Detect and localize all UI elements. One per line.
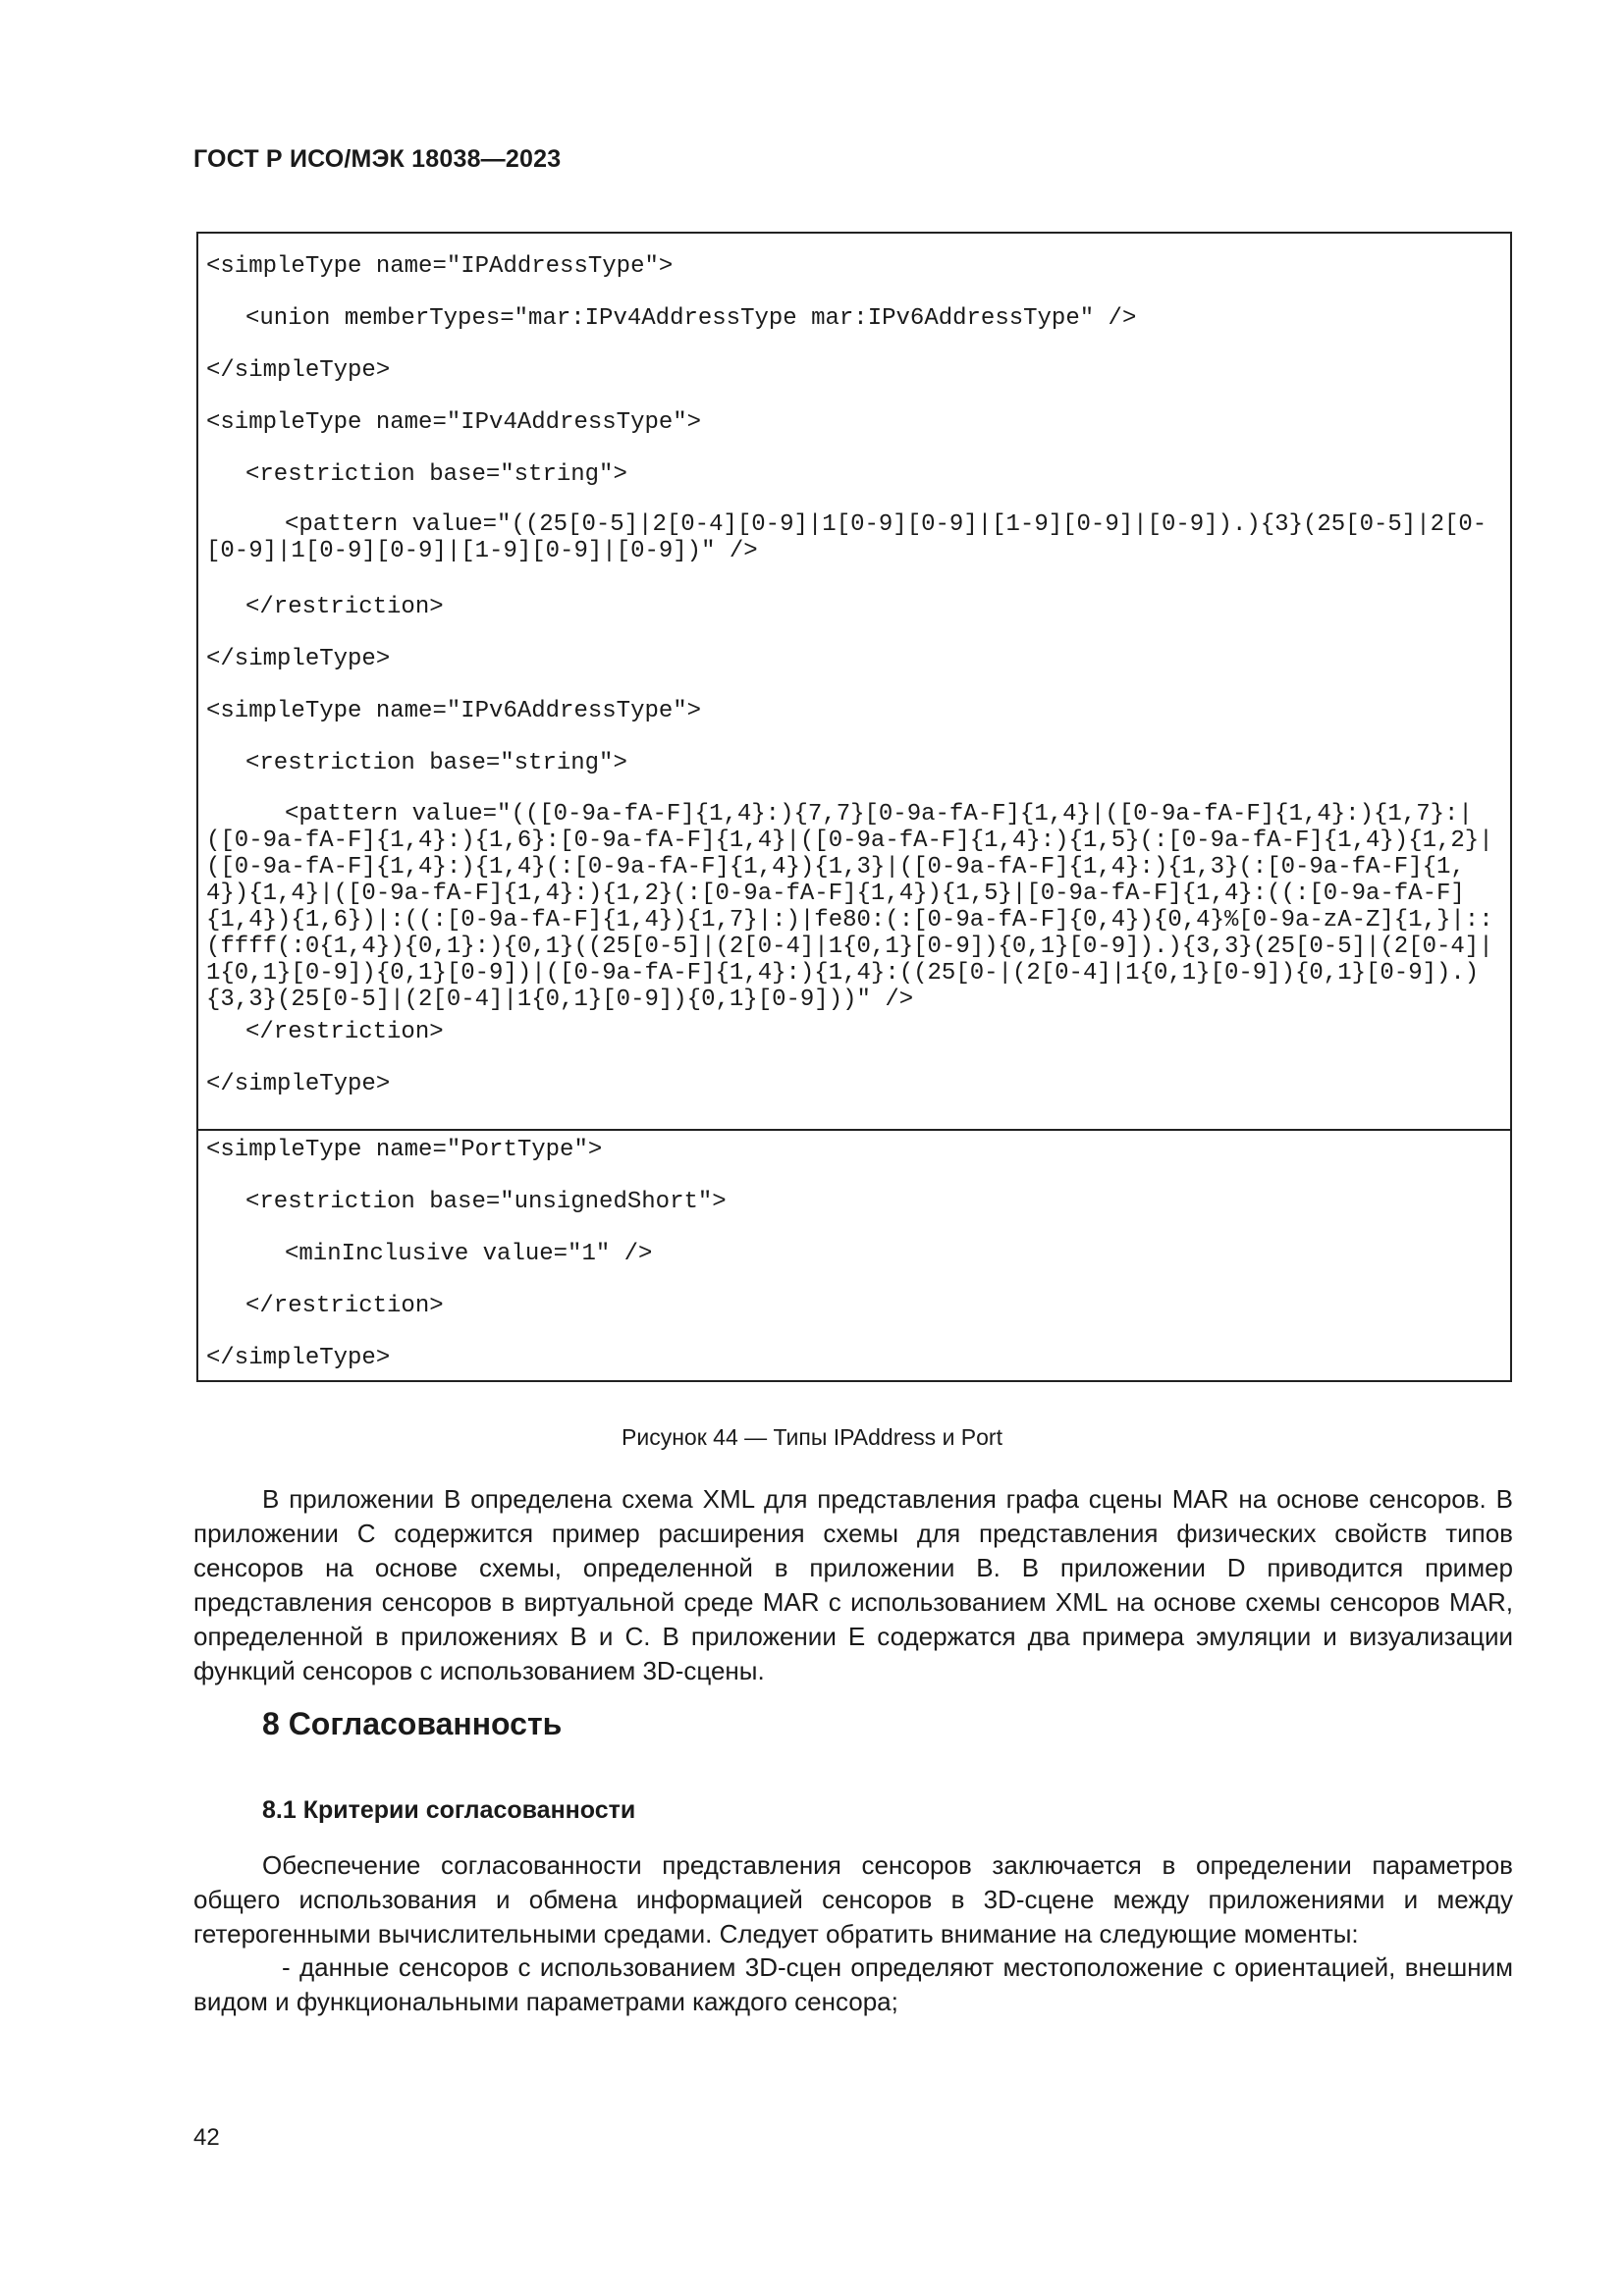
code-line: <minInclusive value="1" /> — [285, 1241, 653, 1267]
body-paragraph: Обеспечение согласованности представления сенсоров заключается в определении параметров общего использования и обмена информацией сенсоров в 3D-сцене между приложениями и между гетерогенными вычислительными средами. Следует обратить внимание на следующие моменты: — [193, 1850, 1513, 1949]
code-figure-frame — [196, 232, 1512, 1382]
code-line: </simpleType> — [206, 357, 391, 384]
code-line: </restriction> — [245, 1293, 444, 1319]
section-heading: 8 Согласованность — [262, 1706, 563, 1741]
code-line: </simpleType> — [206, 1345, 391, 1371]
code-line: <union memberTypes="mar:IPv4AddressType mar:IPv6AddressType" /> — [245, 305, 1137, 332]
code-line: <simpleType name="IPv4AddressType"> — [206, 409, 702, 436]
list-item: - данные сенсоров с использованием 3D-сцен определяют местоположение с ориентацией, внешним видом и функциональными параметрами каждого сенсора; — [193, 1952, 1513, 2016]
figure-caption: Рисунок 44 — Типы IPAddress и Port — [622, 1424, 1002, 1450]
code-line: <simpleType name="IPAddressType"> — [206, 253, 674, 280]
code-line: <restriction base="string"> — [245, 461, 627, 488]
port-type-code — [198, 1129, 1510, 1384]
code-line: </simpleType> — [206, 1071, 391, 1097]
ip-address-types-code — [198, 234, 1510, 1129]
document-header: ГОСТ Р ИСО/МЭК 18038—2023 — [193, 145, 562, 173]
code-line-ipv6-pattern: <pattern value="(([0-9a-fA-F]{1,4}:){7,7}[0-9a-fA-F]{1,4}|([0-9a-fA-F]{1,4}:){1,7}:|([0-9a-fA-F]{1,4}:){1,6}:[0-9a-fA-F]{1,4}|([0-9a-fA-F]{1,4}:){1,5}(:[0-9a-fA-F]{1,4}){1,2}|([0-9a-fA-F]{1,4}:){1,4}(:[0-9a-fA-F]{1,4}){1,3}|([0-9a-fA-F]{1,4}:){1,3}(:[0-9a-fA-F]{1,4}){1,4}|([0-9a-fA-F]{1,4}:){1,2}(:[0-9a-fA-F]{1,4}){1,5}|[0-9a-fA-F]{1,4}:((:[0-9a-fA-F]{1,4}){1,6})|:((:[0-9a-fA-F]{1,4}){1,7}|:)|fe80:(:[0-9a-fA-F]{0,4}){0,4}%[0-9a-zA-Z]{1,}|::(ffff(:0{1,4}){0,1}:){0,1}((25[0-5]|(2[0-4]|1{0,1}[0-9]){0,1}[0-9]).){3,3}(25[0-5]|(2[0-4]|1{0,1}[0-9]){0,1}[0-9])|([0-9a-fA-F]{1,4}:){1,4}:((25[0-|(2[0-4]|1{0,1}[0-9]){0,1}[0-9]).){3,3}(25[0-5]|(2[0-4]|1{0,1}[0-9]){0,1}[0-9]))" /> — [206, 801, 1493, 1013]
code-line: <simpleType name="PortType"> — [206, 1137, 603, 1163]
code-line-ipv4-pattern: <pattern value="((25[0-5]|2[0-4][0-9]|1[0-9][0-9]|[1-9][0-9]|[0-9]).){3}(25[0-5]|2[0-[0-9]|1[0-9][0-9]|[1-9][0-9]|[0-9])" /> — [206, 511, 1488, 564]
code-line: </restriction> — [245, 1019, 444, 1045]
code-line: <restriction base="string"> — [245, 750, 627, 776]
body-paragraph: В приложении B определена схема XML для представления графа сцены MAR на основе сенсоров. В приложении C содержится пример расширения схемы для представления физических свойств типов сенсоров на основе схемы, определенной в приложении B. В приложении D приводится пример представления сенсоров в виртуальной среде MAR с использованием XML на основе схемы сенсоров MAR, определенной в приложениях B и C. В приложении E содержатся два примера эмуляции и визуализации функций сенсоров с использованием 3D-сцены. — [193, 1484, 1513, 1685]
subsection-heading: 8.1 Критерии согласованности — [262, 1796, 636, 1824]
code-line: <restriction base="unsignedShort"> — [245, 1189, 727, 1215]
page-number: 42 — [193, 2124, 220, 2151]
code-line: </restriction> — [245, 594, 444, 620]
code-line: <simpleType name="IPv6AddressType"> — [206, 698, 702, 724]
code-line: </simpleType> — [206, 646, 391, 672]
